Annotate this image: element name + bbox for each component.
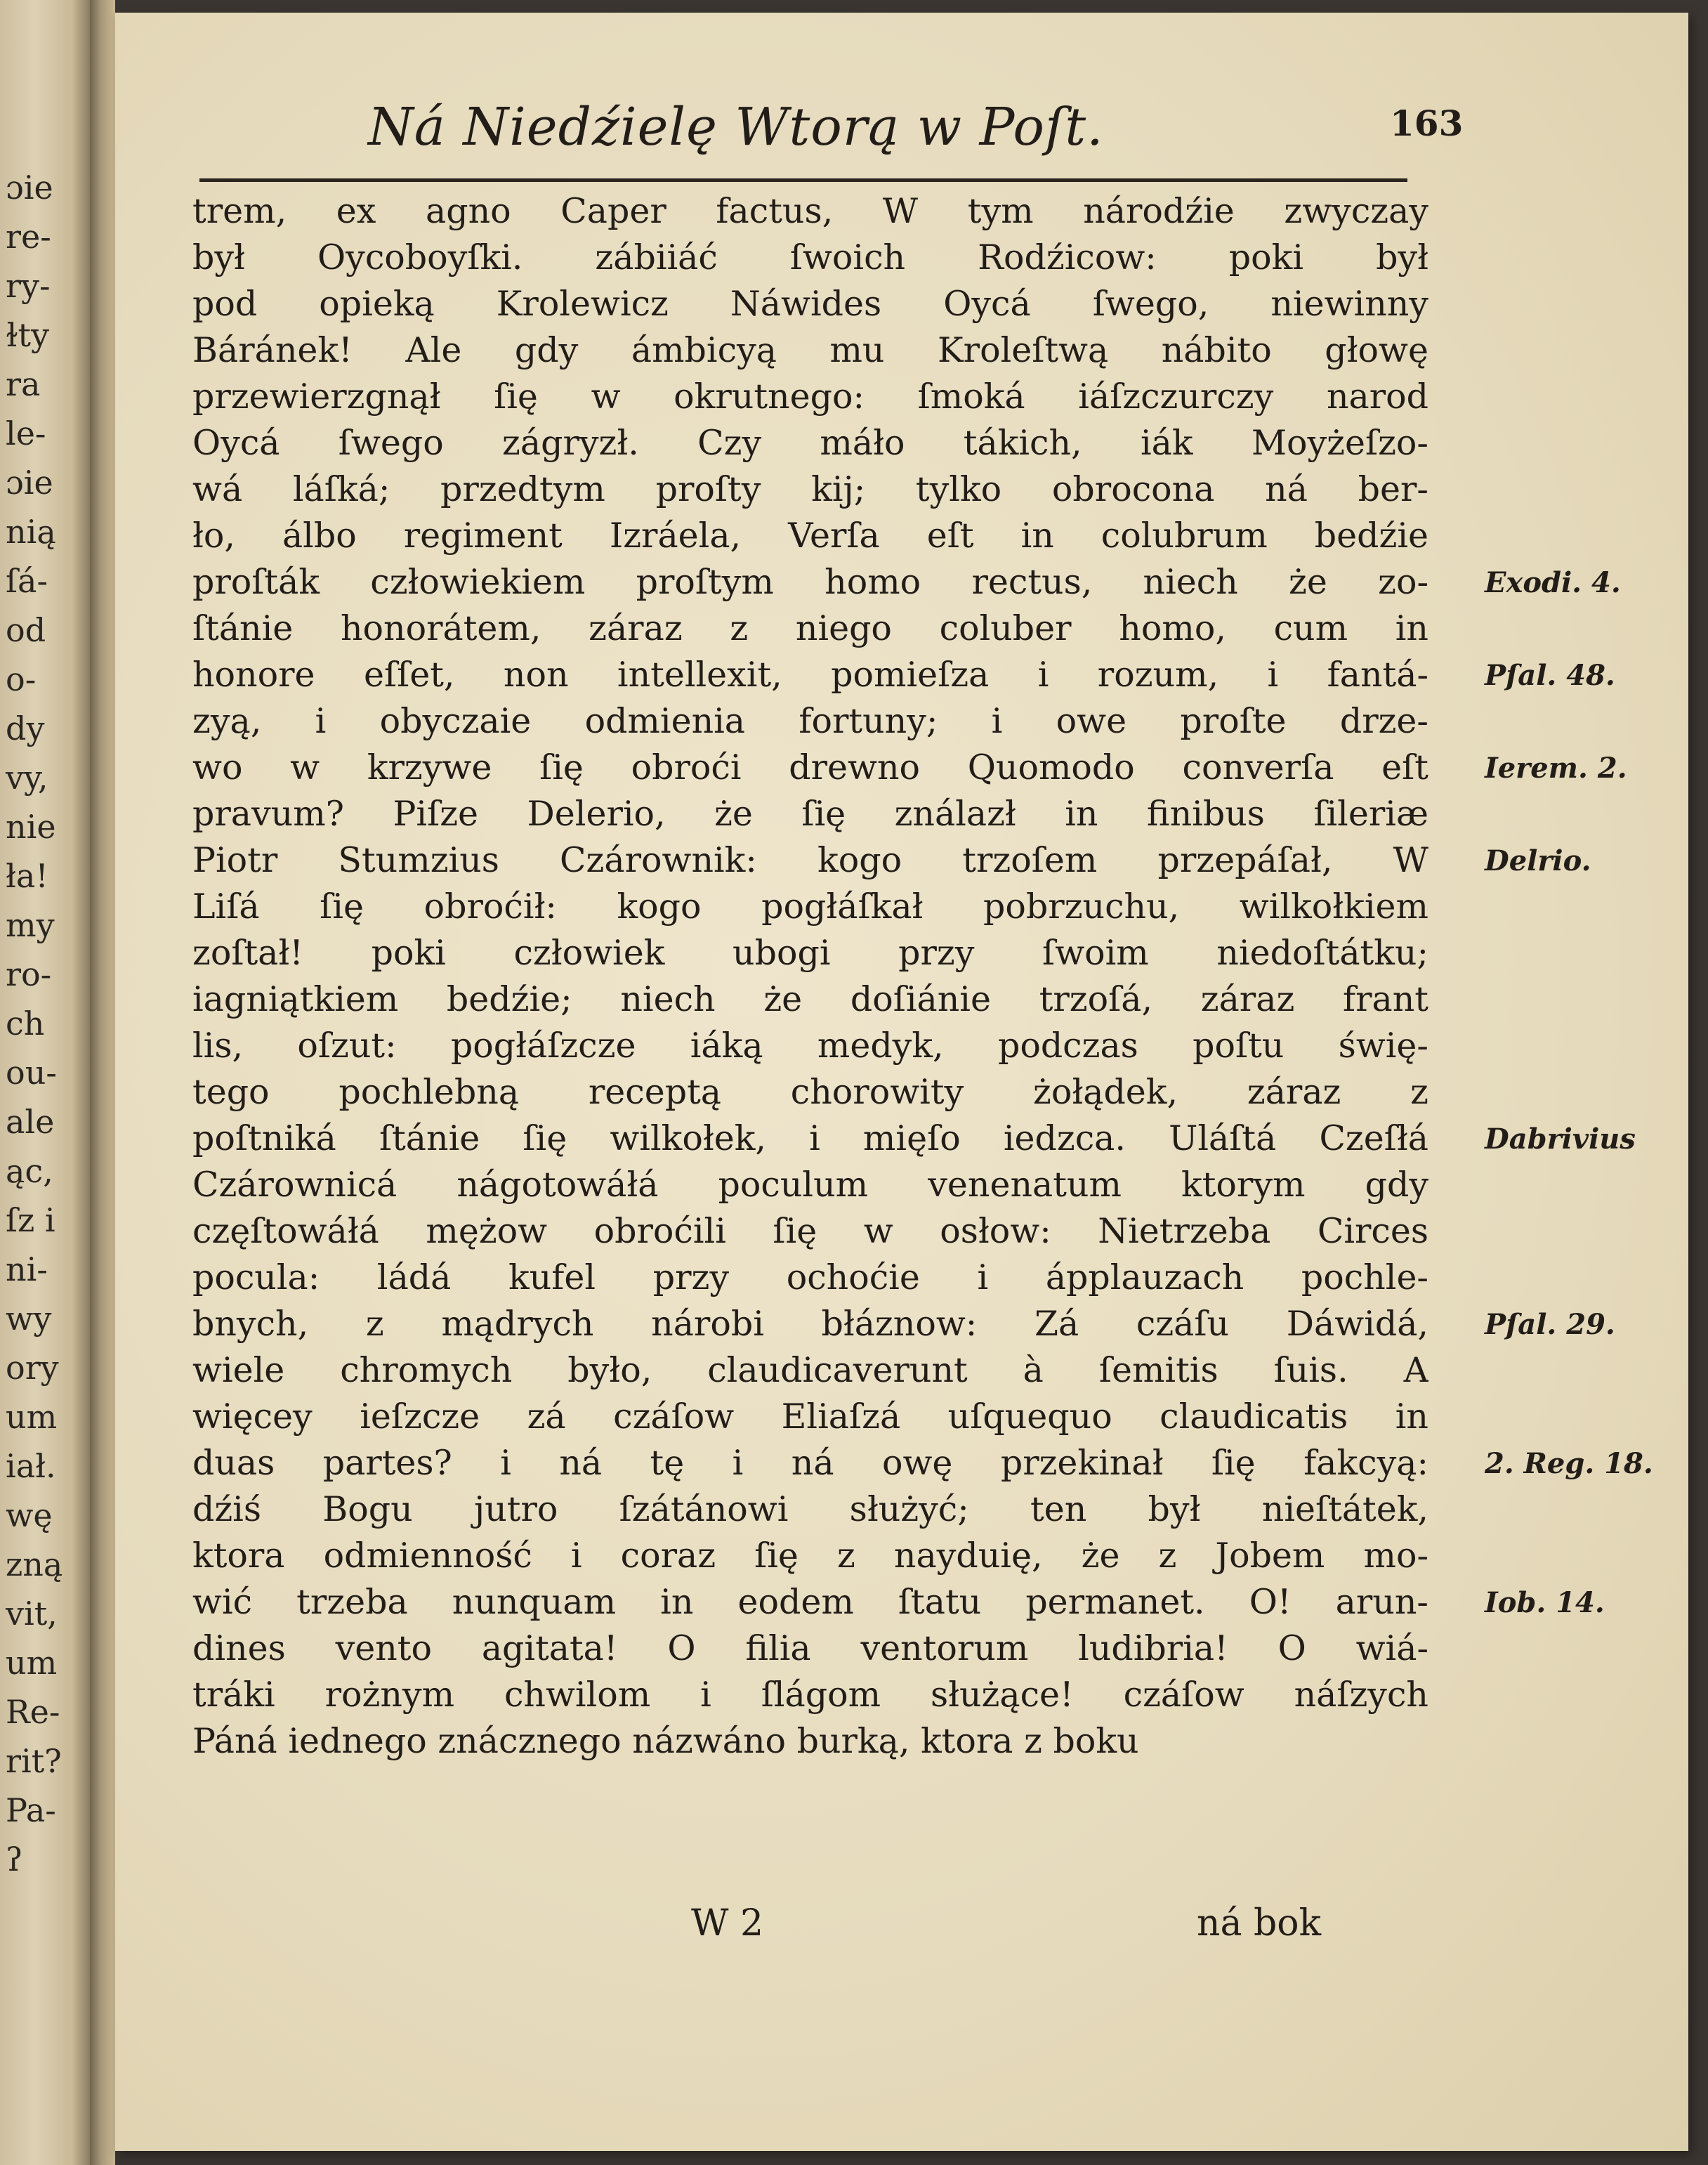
book-gutter xyxy=(90,0,115,2165)
margin-note: Ierem. 2. xyxy=(1485,752,1627,785)
facing-page-fragment: ſá- xyxy=(6,562,48,600)
facing-page-fragment: od xyxy=(6,611,46,649)
text-line: pod opieką Krolewicz Náwides Oycá ſwego, niewinny xyxy=(192,284,1428,324)
facing-page-fragment: iał. xyxy=(6,1447,56,1485)
text-line: przewierzgnął ſię w okrutnego: ſmoká iáſzczurczy narod xyxy=(192,377,1428,417)
text-line: zyą, i obyczaie odmienia fortuny; i owe proſte drze- xyxy=(192,701,1428,741)
book-page xyxy=(115,13,1688,2151)
margin-note: Pſal. 29. xyxy=(1485,1308,1615,1341)
facing-page-fragment: ch xyxy=(6,1005,45,1042)
header-rule xyxy=(199,178,1407,182)
text-line: pravum? Piſze Delerio, że ſię ználazł in finibus ſileriæ xyxy=(192,794,1428,834)
facing-page-fragment: um xyxy=(6,1398,58,1436)
facing-page-fragment: ſz i xyxy=(6,1201,55,1239)
text-line: wić trzeba nunquam in eodem ſtatu permanet. O! arun- xyxy=(192,1582,1428,1622)
facing-page-fragment: re- xyxy=(6,218,51,256)
page-number: 163 xyxy=(1390,103,1464,144)
margin-note: Delrio. xyxy=(1485,844,1591,877)
text-line: Páná iednego znácznego názwáno burką, ktora z boku xyxy=(192,1721,1139,1761)
text-line: dźiś Bogu jutro ſzátánowi służyć; ten był nieſtátek, xyxy=(192,1489,1428,1529)
facing-page-fragment: ąc, xyxy=(6,1152,53,1190)
facing-page-fragment: le- xyxy=(6,414,46,452)
margin-note: Dabrivius xyxy=(1485,1123,1636,1156)
facing-page-fragment: ni- xyxy=(6,1250,48,1288)
text-line: Czárownicá nágotowáłá poculum venenatum ktorym gdy xyxy=(192,1165,1428,1205)
text-line: proſták człowiekiem proſtym homo rectus, niech że zo- xyxy=(192,562,1428,602)
text-line: zoſtał! poki człowiek ubogi przy ſwoim niedoſtátku; xyxy=(192,933,1428,973)
signature-mark: W 2 xyxy=(691,1902,764,1944)
text-line: wiele chromych było, claudicaverunt à ſemitis ſuis. A xyxy=(192,1350,1428,1390)
facing-page-fragment: Re- xyxy=(6,1693,60,1731)
text-line: wá láſká; przedtym proſty kij; tylko obrocona ná ber- xyxy=(192,469,1428,509)
text-line: lis, oſzut: pogłáſzcze iáką medyk, podczas poſtu świę- xyxy=(192,1026,1428,1066)
margin-note: Pſal. 48. xyxy=(1485,659,1615,692)
text-line: był Oycoboyſki. zábiiáć ſwoich Rodźicow: poki był xyxy=(192,237,1428,277)
text-line: Báránek! Ale gdy ámbicyą mu Kroleſtwą nábito głowę xyxy=(192,330,1428,370)
text-line: bnych, z mądrych nárobi błáznow: Zá czáſu Dáwidá, xyxy=(192,1304,1428,1344)
margin-note: Exodi. 4. xyxy=(1485,566,1621,599)
text-line: wo w krzywe ſię obroći drewno Quomodo converſa eſt xyxy=(192,747,1428,787)
text-line: iagniątkiem bedźie; niech że doſiánie trzoſá, záraz frant xyxy=(192,979,1428,1019)
margin-note: 2. Reg. 18. xyxy=(1485,1447,1653,1480)
facing-page-fragment: ɔie xyxy=(6,169,53,207)
running-title: Ná Niedźielę Wtorą w Poſt. xyxy=(368,97,1104,157)
text-line: ktora odmienność i coraz ſię z nayduię, że z Jobem mo- xyxy=(192,1536,1428,1576)
facing-page-fragment: wy xyxy=(6,1300,52,1337)
text-line: Oycá ſwego zágryzł. Czy máło tákich, iák Moyżeſzo- xyxy=(192,423,1428,463)
facing-page-fragment: ale xyxy=(6,1103,55,1141)
facing-page-fragment: my xyxy=(6,906,55,944)
facing-page-fragment: wę xyxy=(6,1496,53,1534)
catchword: ná bok xyxy=(1197,1902,1322,1944)
facing-page-fragment: ɫty xyxy=(6,316,49,354)
facing-page-fragment: nią xyxy=(6,513,56,551)
text-line: trem, ex agno Caper factus, W tym národźie zwyczay xyxy=(192,191,1428,231)
text-line: więcey ieſzcze zá czáſow Eliaſzá uſquequo claudicatis in xyxy=(192,1397,1428,1437)
facing-page-fragment: um xyxy=(6,1644,58,1682)
text-line: pocula: ládá kufel przy ochoćie i ápplauzach pochle- xyxy=(192,1257,1428,1297)
facing-page-fragment: zną xyxy=(6,1545,63,1583)
facing-page-fragment: rit? xyxy=(6,1742,62,1780)
text-line: Piotr Stumzius Czárownik: kogo trzoſem przepáſał, W xyxy=(192,840,1428,880)
facing-page-fragment: vit, xyxy=(6,1595,58,1633)
text-line: poſtniká ſtánie ſię wilkołek, i mięſo iedzca. Uláſtá Czeſłá xyxy=(192,1118,1428,1158)
facing-page-fragment: dy xyxy=(6,709,45,747)
facing-page-fragment: ro- xyxy=(6,955,52,993)
text-line: częſtowáłá mężow obroćili ſię w osłow: Nietrzeba Circes xyxy=(192,1211,1428,1251)
body-text xyxy=(192,188,1428,1765)
text-line: ſtánie honorátem, záraz z niego coluber homo, cum in xyxy=(192,608,1428,648)
text-line: ło, álbo regiment Izráela, Verſa eſt in colubrum bedźie xyxy=(192,516,1428,556)
facing-page-fragment: nie xyxy=(6,808,56,846)
text-line: Liſá ſię obroćił: kogo pogłáſkał pobrzuchu, wilkołkiem xyxy=(192,887,1428,927)
text-line: honore eſſet, non intellexit, pomieſza i rozum, i fantá- xyxy=(192,655,1428,695)
facing-page-fragment: ra xyxy=(6,365,41,403)
facing-page-fragment: ory xyxy=(6,1349,59,1387)
facing-page-fragment: ry- xyxy=(6,267,51,305)
facing-page-fragment: vy, xyxy=(6,759,48,797)
facing-page-fragment: ɔie xyxy=(6,464,53,502)
facing-page-fragment: ou- xyxy=(6,1054,57,1092)
facing-page-fragment: ʔ xyxy=(6,1840,23,1878)
text-line: dines vento agitata! O filia ventorum ludibria! O wiá- xyxy=(192,1628,1428,1668)
facing-page-edge xyxy=(0,0,90,2165)
facing-page-fragment: ła! xyxy=(6,857,48,895)
text-line: tráki rożnym chwilom i ſlágom służące! czáſow náſzych xyxy=(192,1675,1428,1715)
text-line: duas partes? i ná tę i ná owę przekinał ſię fakcyą: xyxy=(192,1443,1428,1483)
facing-page-fragment: o- xyxy=(6,660,37,698)
text-line: tego pochlebną receptą chorowity żołądek, záraz z xyxy=(192,1072,1428,1112)
margin-note: Iob. 14. xyxy=(1485,1586,1605,1619)
facing-page-fragment: Pa- xyxy=(6,1791,56,1829)
